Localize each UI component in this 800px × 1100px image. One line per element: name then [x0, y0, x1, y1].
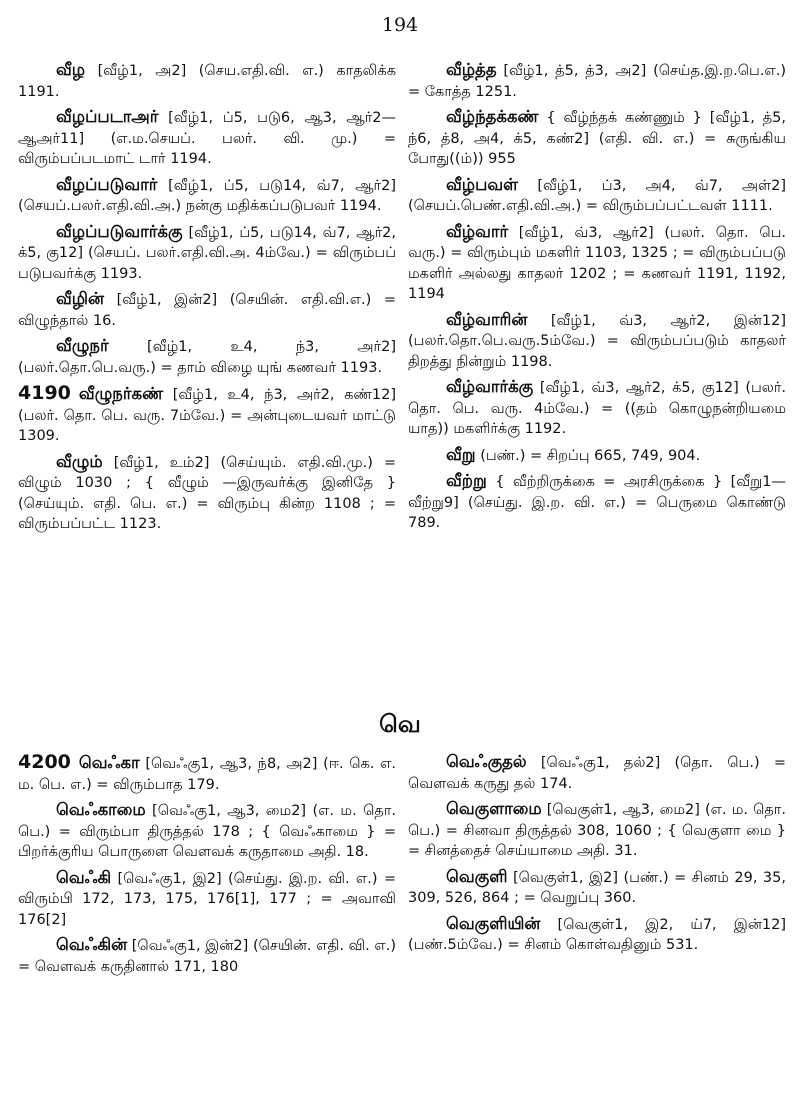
entry-body: [வெஃகு1, தல்2] (தொ. பெ.) = வெளவக் கருது தல் 174.	[408, 755, 786, 792]
entry	[408, 445, 786, 467]
entry	[18, 452, 396, 535]
entry-headword: வீழப்படுவார்க்கு	[56, 221, 183, 241]
entry-headword: வீழுநர்கண்	[78, 384, 164, 403]
entry-body: [வீழ்1, உம்2] (செய்யும். எதி.வி.மு.) = விழும் 1030 ; { வீழும் —இருவர்க்கு இனிதே } (செய்யும். எதி. பெ. எ.) = விரும்பு கின்ற 1108 ; = விரும்பப்பட்ட 1123.	[18, 454, 397, 532]
entry	[18, 868, 396, 931]
entry-headword: வீழ்பவள்	[446, 174, 519, 194]
entry-headword: வெஃகின்	[56, 935, 128, 954]
entry-body: [வீழ்1, ப்5, படு14, வ்7, ஆர்2, க்5, கு12] (செயப். பலர்.எதி.வி.அ. 4ம்வே.) = விரும்பப் படுபவர்க்கு 1193.	[18, 224, 396, 282]
entry-headword: வெஃகுதல்	[446, 752, 527, 771]
entry-headword: வெகுளாமை	[446, 799, 542, 818]
entry	[408, 222, 786, 305]
entry-headword: வீறு	[446, 444, 476, 464]
entry-headword: வீழ்வாரின்	[446, 309, 528, 329]
entry-body: [வீழ்1, வ்3, ஆர்2, க்5, கு12] (பலர். தொ. பெ. வரு. 4ம்வே.) = ((தம் கொழுநன்றியமை யாத)) மகளிர்க்கு 1192.	[408, 380, 787, 437]
entry-body: [வீழ்1, உ4, ந்3, அர்2, கண்12] (பலர். தொ. பெ. வரு. 7ம்வே.) = அன்புடையவர் மாட்டு 1309.	[18, 387, 396, 444]
entry	[408, 471, 786, 534]
entry-body: (பண்.) = சிறப்பு 665, 749, 904.	[480, 447, 701, 464]
entry-number: 4200	[18, 751, 71, 773]
entry-headword: வீழ்வார்	[446, 221, 509, 241]
entry-body: [வெகுள்1, இ2] (பண்.) = சினம் 29, 35, 309, 526, 864 ; = வெறுப்பு 360.	[408, 869, 786, 906]
page-number: 194	[381, 14, 419, 36]
entry	[408, 914, 786, 956]
entry	[408, 377, 786, 440]
entry-headword: வீழின்	[56, 289, 105, 308]
entry-body: [வீழ்1, உ4, ந்3, அர்2] (பலர்.தொ.பெ.வரு.) = தாம் விழை யுங் கணவர் 1193.	[18, 339, 396, 376]
entry-headword: வெஃகி	[56, 867, 112, 887]
column-bottom-right	[408, 752, 786, 961]
column-bottom-left	[18, 752, 396, 982]
entry-headword: வீழுநர்	[56, 336, 109, 355]
entry-body: [வீழ்1, ப்5, படு6, ஆ3, ஆர்2—ஆஅர்11] (எ.ம.செயப். பலர். வி. மு.) = விரும்பப்படமாட் டார் 1194.	[18, 110, 397, 167]
entry-body: [வீழ்1, வ்3, ஆர்2, இன்12] (பலர்.தொ.பெ.வரு.5ம்வே.) = விரும்பப்படும் காதலர் திறத்து நின்றும் 1198.	[408, 312, 786, 370]
entry-headword: வெஃகா	[78, 753, 140, 772]
entry-headword: வீழப்படாஅர்	[56, 107, 159, 126]
entry	[408, 867, 786, 909]
entry-body: [வெஃகு1, ஆ3, மை2] (எ. ம. தொ. பெ.) = விரும்பா திருத்தல் 178 ; { வெஃகாமை } = பிறர்க்குரிய பொருளை வெளவக் கருதாமை அதி. 18.	[18, 803, 396, 860]
entry-body: [வெகுள்1, இ2, ய்7, இன்12] (பண்.5ம்வே.) = சினம் கொள்வதினும் 531.	[408, 916, 787, 953]
entry-headword: வெகுளி	[446, 866, 508, 886]
entry-body: { வீற்றிருக்கை = அரசிருக்கை } [வீறு1—வீற்று9] (செய்து. இ.ற. வி. எ.) = பெருமை கொண்டு 789.	[408, 474, 786, 531]
entry	[18, 222, 396, 285]
entry	[408, 60, 786, 102]
entry-body: { வீழ்ந்தக் கண்ணும் } [வீழ்1, த்5, ந்6, த்8, அ4, க்5, கண்2] (எதி. வி. எ.) = சுருங்கிய போது((ம்)) 955	[408, 110, 787, 167]
entry-body: [வீழ்1, த்5, த்3, அ2] (செய்த.இ.ற.பெ.எ.) = கோத்த 1251.	[408, 63, 786, 100]
entry-headword: வீற்று	[446, 471, 487, 490]
entry	[18, 752, 396, 795]
entry	[408, 107, 786, 170]
entry-headword: வீழும்	[56, 451, 103, 471]
entry	[408, 752, 786, 794]
section-heading: வெ	[379, 710, 421, 738]
entry	[18, 107, 396, 170]
entry-body: [வீழ்1, அ2] (செய.எதி.வி. எ.) காதலிக்க 1191.	[18, 63, 397, 100]
entry-body: [வெகுள்1, ஆ3, மை2] (எ. ம. தொ. பெ.) = சினவா திருத்தல் 308, 1060 ; { வெகுளா மை } = சினத்தைச் செய்யாமை அதி. 31.	[408, 802, 786, 859]
entry-body: [வீழ்1, வ்3, ஆர்2] (பலர். தொ. பெ. வரு.) = விரும்பும் மகளிர் 1103, 1325 ; = விரும்பப்படு மகளிர் அல்லது காதலர் 1202 ; = கணவர் 1191, 1192, 1194	[408, 224, 787, 302]
entry-headword: வீழ	[56, 60, 86, 79]
entry	[18, 935, 396, 977]
entry	[18, 175, 396, 217]
entry	[18, 60, 396, 102]
column-top-left	[18, 60, 396, 540]
entry-body: [வெஃகு1, இன்2] (செயின். எதி. வி. எ.) = வெளவக் கருதினால் 171, 180	[18, 938, 396, 975]
entry-headword: வீழப்படுவார்	[56, 174, 158, 194]
entry-body: [வீழ்1, ப்3, அ4, வ்7, அள்2] (செயப்.பெண்.எதி.வி.அ.) = விரும்பப்பட்டவள் 1111.	[408, 177, 786, 214]
entry	[18, 289, 396, 331]
entry-headword: வீழ்வார்க்கு	[446, 377, 534, 396]
entry-body: [வெஃகு1, இ2] (செய்து. இ.ற. வி. எ.) = விரும்பி 172, 173, 175, 176[1], 177 ; = அவாவி 176[2]	[18, 870, 396, 928]
entry	[408, 310, 786, 373]
entry-body: [வீழ்1, ப்5, படு14, வ்7, ஆர்2] (செயப்.பலர்.எதி.வி.அ.) நன்கு மதிக்கப்படுபவர் 1194.	[18, 177, 396, 214]
entry-headword: வீழ்த்த	[446, 60, 497, 79]
entry-number: 4190	[18, 382, 71, 404]
entry-headword: வெகுளியின்	[446, 913, 541, 933]
entry-headword: வெஃகாமை	[56, 800, 146, 819]
entry	[18, 336, 396, 378]
entry	[18, 800, 396, 863]
entry-body: [வெஃகு1, ஆ3, ந்8, அ2] (ஈ. கெ. எ. ம. பெ. எ.) = விரும்பாத 179.	[18, 756, 397, 793]
entry	[408, 799, 786, 862]
entry	[408, 175, 786, 217]
entry-body: [வீழ்1, இன்2] (செயின். எதி.வி.எ.) = விழுந்தால் 16.	[18, 292, 397, 329]
column-top-right	[408, 60, 786, 539]
entry	[18, 383, 396, 447]
entry-headword: வீழ்ந்தக்கண்	[446, 107, 539, 126]
